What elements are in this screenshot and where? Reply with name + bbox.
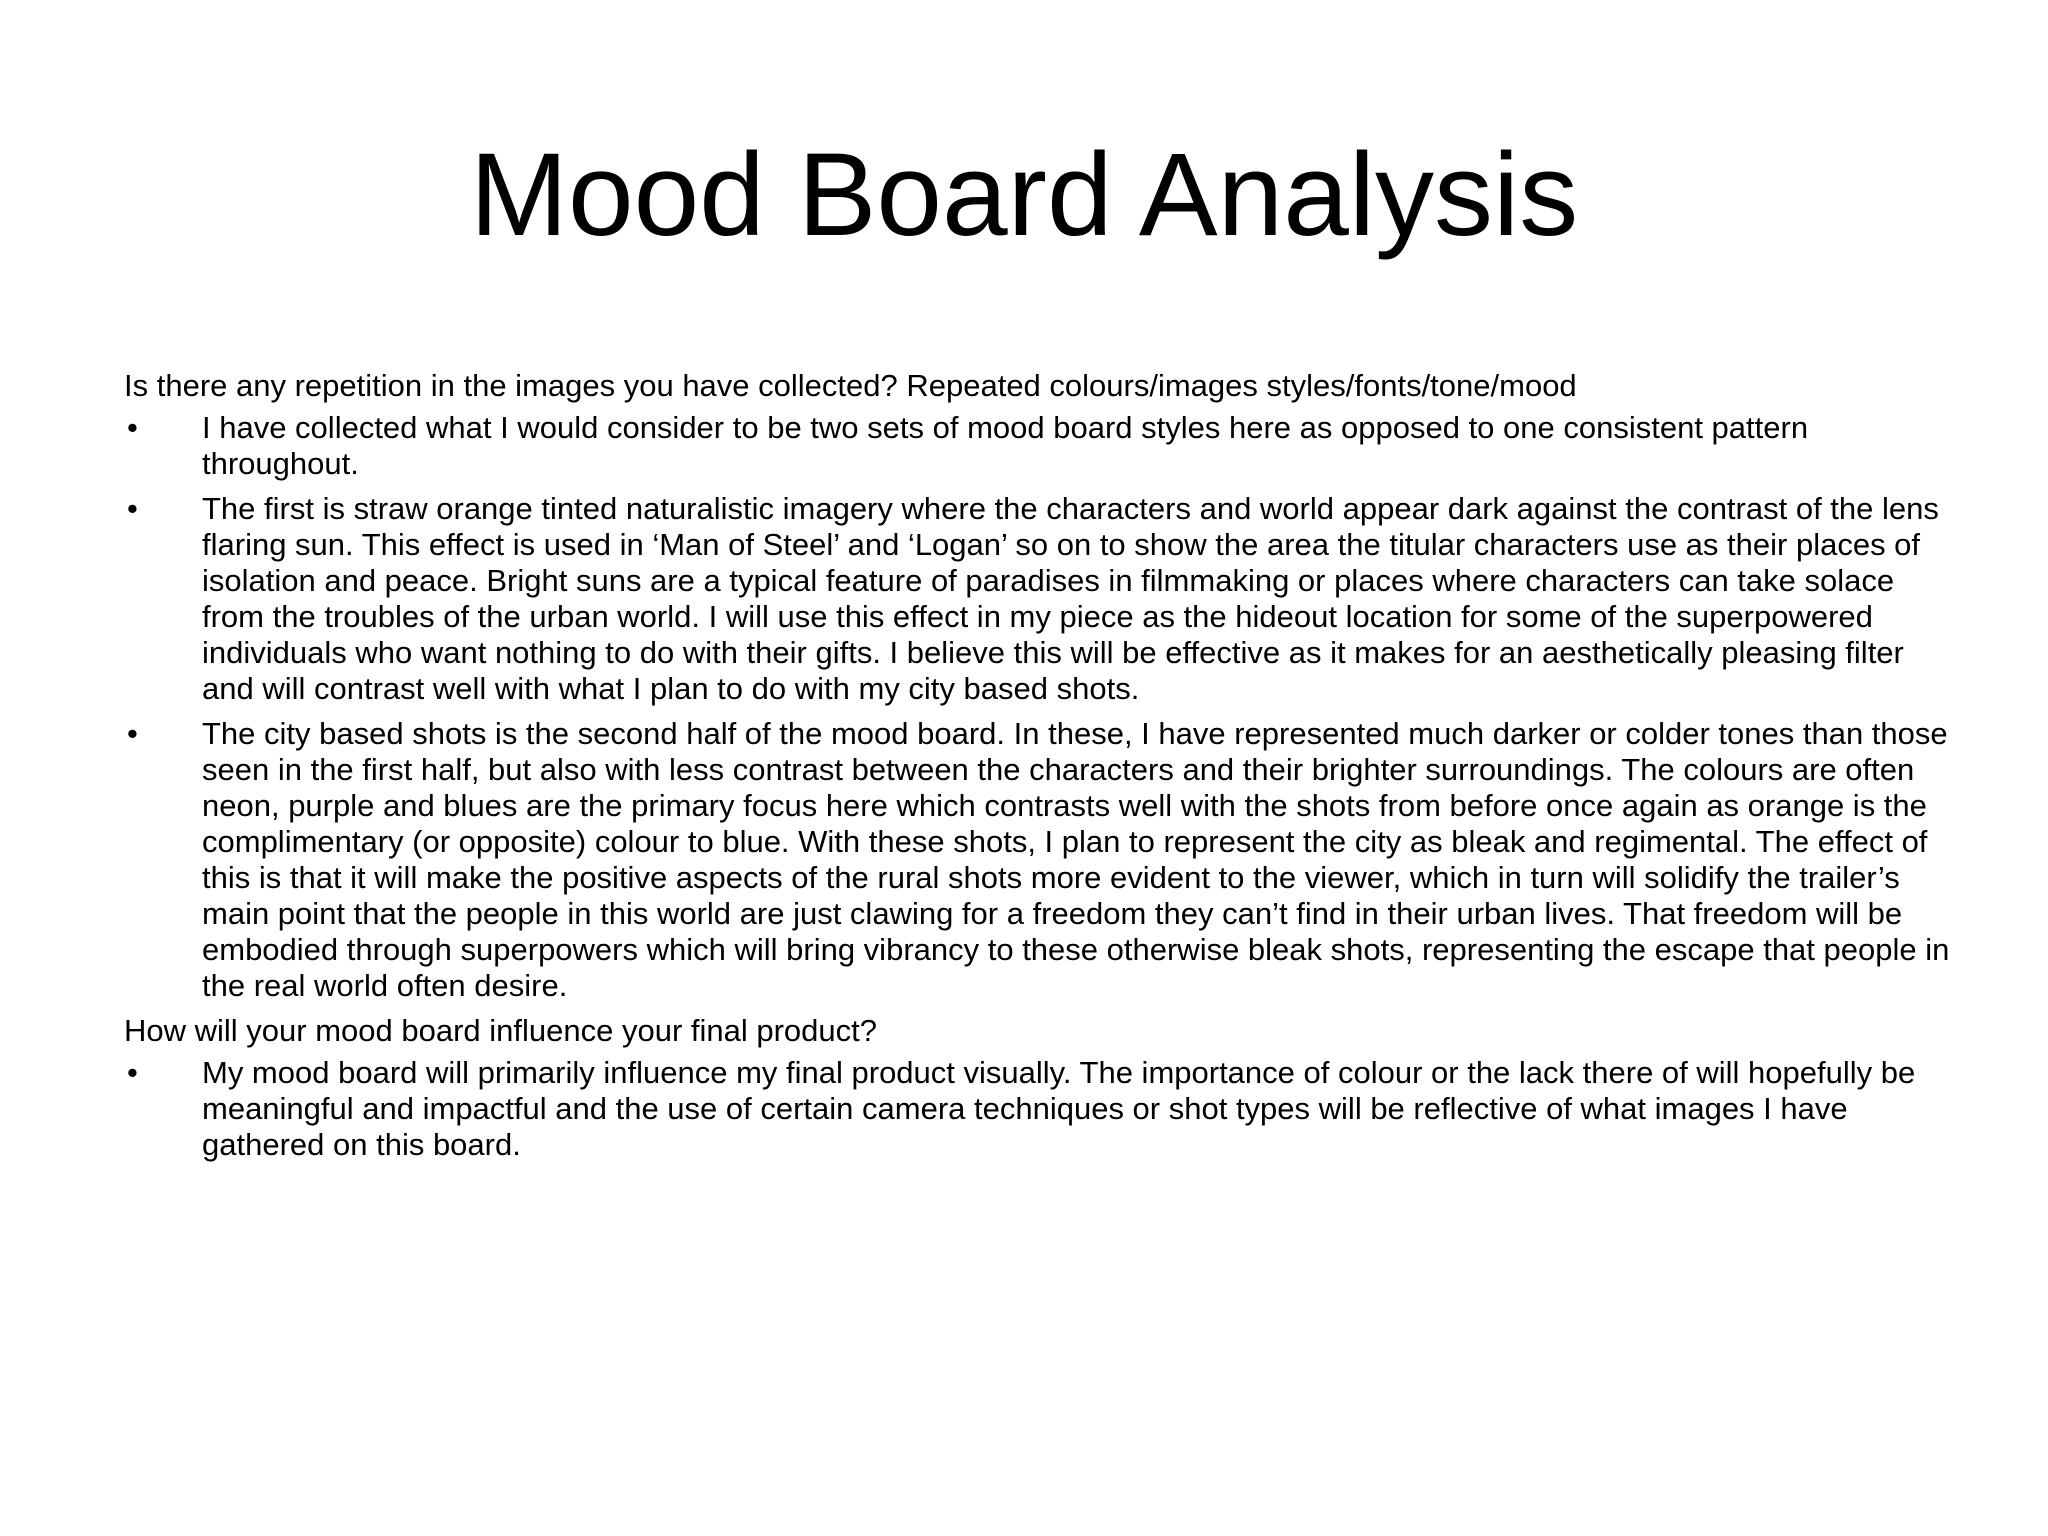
question-repetition: Is there any repetition in the images you have collected? Repeated colours/images styles/fonts/tone/mood <box>124 368 1577 403</box>
bullet-marker: • <box>127 1055 138 1090</box>
bullet-marker: • <box>127 410 138 445</box>
bullet-text: The first is straw orange tinted naturalistic imagery where the characters and world appear dark against the contrast of the lens flaring sun. This effect is used in ‘Man of Steel’ and ‘Logan’ so on to show the area the titular characters use as their places of isolation and peace. Bright suns are a typical feature of paradises in filmmaking or places where characters can take solace from the troubles of the urban world. I will use this effect in my piece as the hideout location for some of the superpowered individuals who want nothing to do with their gifts. I believe this will be effective as it makes for an aesthetically pleasing filter and will contrast well with what I plan to do with my city based shots. <box>202 491 1939 706</box>
bullet-item <box>124 716 1954 1004</box>
bullet-marker: • <box>127 716 138 751</box>
question-influence: How will your mood board influence your final product? <box>124 1013 878 1048</box>
slide-body <box>124 368 1954 1172</box>
bullet-marker: • <box>127 491 138 526</box>
bullet-text: My mood board will primarily influence my final product visually. The importance of colour or the lack there of will hopefully be meaningful and impactful and the use of certain camera techniques or shot types will be reflective of what images I have gathered on this board. <box>202 1055 1916 1162</box>
bullet-item <box>124 1055 1954 1163</box>
bullet-text: The city based shots is the second half of the mood board. In these, I have represented much darker or colder tones than those seen in the first half, but also with less contrast between the characters and their brighter surroundings. The colours are often neon, purple and blues are the primary focus here which contrasts well with the shots from before once again as orange is the complimentary (or opposite) colour to blue. With these shots, I plan to represent the city as bleak and regimental. The effect of this is that it will make the positive aspects of the rural shots more evident to the viewer, which in turn will solidify the trailer’s main point that the people in this world are just clawing for a freedom they can’t find in their urban lives. That freedom will be embodied through superpowers which will bring vibrancy to these otherwise bleak shots, representing the escape that people in the real world often desire. <box>202 716 1950 1003</box>
bullet-text: I have collected what I would consider to be two sets of mood board styles here as opposed to one consistent pattern throughout. <box>202 410 1809 481</box>
slide-title: Mood Board Analysis <box>469 129 1579 261</box>
bullet-item <box>124 410 1954 482</box>
bullet-item <box>124 491 1954 707</box>
